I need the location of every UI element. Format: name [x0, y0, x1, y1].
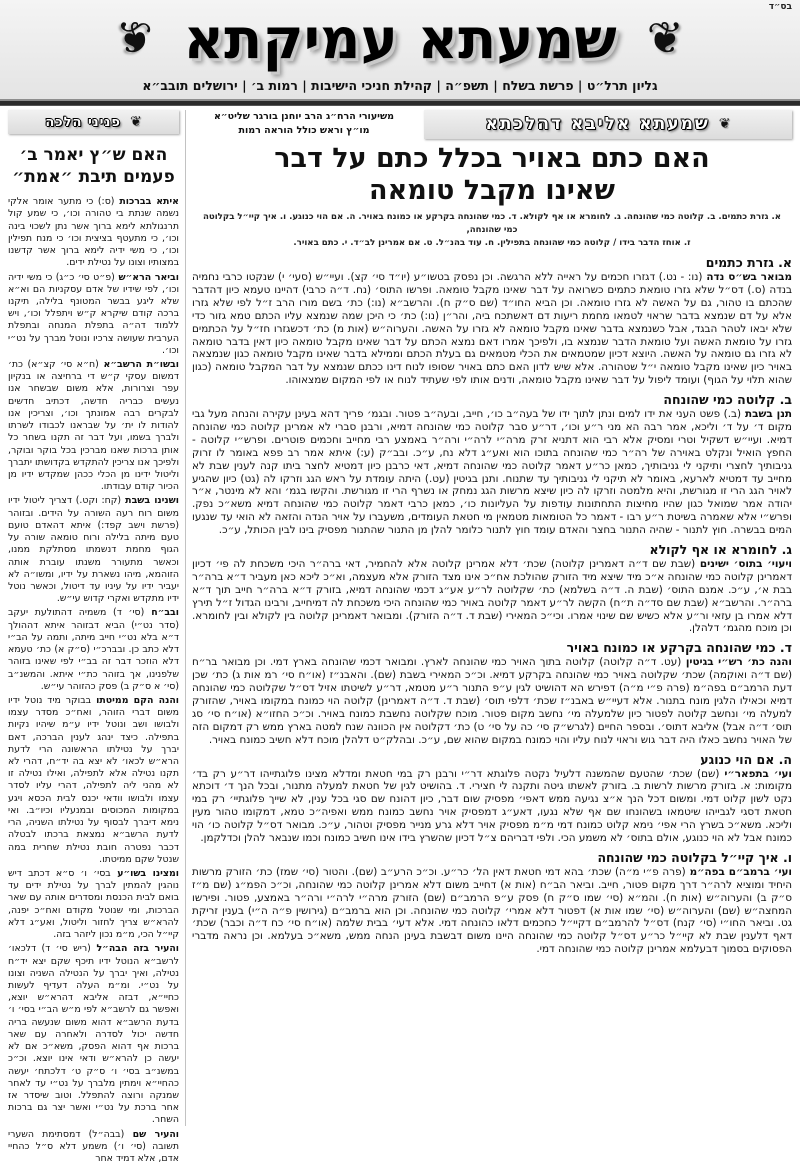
section-paragraph-1: מבואר בש״ס נדה (נו: - נט.) דגזרו חכמים על ראייה ללא הרגשה. וכן נפסק בטשו״ע (יו״ד סי׳ קצ). ועיי״ש (סעי׳ י) שנקטו כרבי נחמיה בנדה (ס.) דס״ל שלא גזרו טומאת כתמים כשרואה על דבר שאינו מקבל טומאה. ופרשו התוס׳ (נח. ד״ה כרבי) דהיינו טעמא כיון דהדבר שהכתם בו טהור, גם על האשה לא גזרו טומאה. וכן הביא החו״ד (שם ס״ק ח). והרשב״א (נו:) כת׳ בשם מורו הרב ז״ל לפי שלא גזרו אלא על דם שנמצא בדבר שראוי לטמאו מחמת ריעות דם דאשתכח ביה, והר״ן (נו:) כת׳ כי היכן שמה שנמצא עליו הכתם טמא גזור כדי שלא יבאו לטהר הבגד, אבל כשנמצא בדבר שאינו מקבל טומאה לא גזרו על האשה. והערוה״ש (אות מ) כת׳ דכשגזרו חז״ל על הכתמים גזרו על טומאת האשה ועל טומאת הדבר שנמצא בו, ולפיכך אמרו דאם נמצא הכתם על דבר שאינו מקבל טומאה כיון דאין בדבר טומאה לא גזרו גם טומאה על האשה. היוצא דכיון שמטמאים את הכלי מטמאים גם בעלת הכתם וממילא בדבר שאינו מקבל טומאה כגון שנמצאה באויר כיון שאינו מקבל טומאה י״ל שטהורה. אלא שיש לדון האם כתם באויר שסופו לנוח דינו ככתם שנמצא על דבר המקבל טומאה (כגון שהוא תלוי על הגוף) ועומד ליפול על דבר שאינו מקבל טומאה, ודנים אותו לפי שעתיד לנוח או לפי המקום שמצאוהו. — [192, 271, 792, 387]
masthead-rule — [0, 99, 800, 106]
side-paragraph-5: ובב״ח (סי׳ ד) משמיה דהתולעת יעקב (סדר נט״י) הביא דבזוהר איתא דההולך ד״א בלא נט״י חייב מיתה, ותמה על הב״י דלא כתב כן. ובברכ״י (ס״ק א) כת׳ טעמא דלא הוזכר דבר זה בב״י לפי שאינו בזוהר שלפנינו, אך בזוהר כת״י איתא. והמשנ״ב (סי׳ א ס״ק ב) פסק כהזוהר עי״ש. — [8, 607, 179, 692]
article-title — [192, 143, 792, 209]
author-credit-line-1: משיעורי הרח״ג הרב יוחנן בורגר שליט״א — [213, 111, 395, 122]
fleur-de-lis-right-icon: ❦ — [646, 13, 684, 64]
side-paragraph-2: וביאר הרא״ש (פ״ט סי׳ כ״ג) כי משי ידיה וכו׳, לפי שידיו של אדם עסקניות הם וא״א שלא ליגע בבשר המטונף בלילה, תיקנו ברכה קודם שיקרא ק״ש ויתפלל וכו׳, ויש ללמוד דה״ה בתפלת המנחה ובתפלת הערבית שעושה צרכיו ונוטל מברך על נט״י וכו׳. — [8, 271, 179, 356]
fleur-icon: ❦ — [129, 114, 142, 130]
section-paragraph-3: ויעוי׳ בתוס׳ ישינים (שבת שם ד״ה דאמרינן קלוטה) שכת׳ דלא אמרינן קלוטה אלא להחמיר, דאי ברה״ר היכי משכחת לה פי׳ דכיון דאמרינן קלוטה כמי שהונחה א״כ מיד שיצא מיד הזורק שהולכת אח״כ אינו מצד הזורק אלא מעצמה, וא״כ ליכא כאן מעביר ד״א ברה״ר בבת א׳, ע״כ. אמנם התוס׳ (שבת ה. ד״ה בשלמא) כת׳ שקלוטה לר״ע אע״ג דכמי שהונחה דמיא, בזורק ד״א ברה״ר חייב תוך ד״א ברה״ר. והרשב״א (שבת שם סד״ה ת״ח) הקשה לר״ע דאמר קלוטה באויר כמי שהונחה היכי משכחת לה דמיחייב, ורבינו הגדול ז״ל תירץ דלא אמרו בן עזאי ור״ע אלא כשיש שם שינוי אמרו. וכי״כ המאירי (שבת ד. ד״ה הזורק). ומבואר דאמרינן קלוטה בין לקולא ובין לחומרא. וכן מוכח מהגמ׳ דלהלן. — [192, 557, 792, 635]
section-heading-6: ו. איך קיי״ל בקלוטה כמי שהונחה — [597, 849, 792, 865]
section-paragraph-5: ועי׳ בתפאר״י (שם) שכת׳ שהטעם שהמשנה דלעיל נקטה פלוגתא דר״י ורבנן רק במי חטאת ומדלא מצינו פלוגתייהו דר״ע רק בד׳ מקומות: א. בזורק מרשות לרשות ב. בזורק לאשתו גיטה ותקנה לי חצירי. ד. בהושיט לגין של חטאת למעלה מתנור, ובכל הנך ד׳ דוכתא נקט לשון קלוט דמי. ומשום דכל הנך א״צ נגיעה ממש דאפי׳ מפסיק שום דבר, כיון דהונח שם סגי בכל ענין, לא שייך פלוגתיי׳ רק במי חטאת דסגי לגבייהו שיטמאו בשהונחו שם אף שלא נגעו, דאע״ג דמפסיק אויר נחשב כמונח ממש ואפיה״כ טמא, דמקומו טהור מעין וליכא. משא״כ בשרץ הרי אפי׳ נימא קלוט כמונח דמי מ״מ מפסיק אויר דלא גרע מנייר מפסיק וטהור, ע״כ. מבואר דס״ל קלוטה כו׳ הוי כמונח אבל לא הוי כנוגע, אולם בתוס׳ לא משמע הכי. ולפי דבריהם צ״ל דכיון שהשרץ בידו אינו חשיב כמונח וכמו שנבאר להלן וכדלקמן. — [192, 767, 792, 844]
side-paragraph-8: והעיר בזה הבה״ל (ריש סי׳ ד) דלכאו׳ לרשב״א הנוטל ידיו תיכף שקם יצא יד״ח נטילה, ואיך יברך על הנטילה השניה וצונו על נט״י. ומ״מ העלה דעדיף לעשות כחיי״א, דבזה אליבא דהרא״ש יוצא, ואפשר גם לרשב״א לפי מ״ש הב״י בסי׳ ו׳ בדעת הרשב״א דהוא משום שנעשה בריה חדשה יכול לסדרה ולאחרה עם שאר ברכות אף דהוא הפסק, משא״כ אם לא יעשה כן להרא״ש ודאי אינו יוצא. וכ״כ במשנ״ב בסי׳ ו׳ ס״ק ט׳ דלכתח׳ יעשה כהחיי״א וימתין מלברך על נט״י עד לאחר שמנקה ורוצה להתפלל. וטוב שיסדר אז אחר ברכת על נט״י ואשר יצר גם ברכות השחר. — [8, 943, 179, 1126]
page-body — [0, 106, 800, 1165]
section-heading-3: ג. לחומרא או אף לקולא — [649, 541, 792, 557]
side-paragraph-7: ומצינו בשו״ע בסי׳ ו׳ ס״א דכתב דיש נוהגין להמתין לברך על נטילת ידים עד בואם לבית הכנסת ומסדרים אותה עם שאר הברכות, ומי שנוטל מקודם ואח״כ יפנה, להרא״ש צריך לחזור וליטול, ואע״ג דלא קיי״ל הכי, מ״מ נכון ליזהר בזה. — [8, 868, 179, 941]
masthead — [0, 0, 800, 99]
toc-line-1: א. גזרת כתמים. ב. קלוטה כמי שהונחה. ג. לחומרא או אף לקולא. ד. כמי שהונחה בקרקע או כמונח באויר. ה. אם הוי כנוגע. ו. איך קיי״ל בקלוטה כמי שהונחה, — [202, 212, 781, 236]
toc-line-2: ז. אוחז הדבר בידו / קלוטה כמי שהונחה בתפילין. ח. עוד בהנ״ל. ט. אם אמרינן לב״ד. י. כתם באויר. — [293, 238, 691, 249]
side-paragraph-1: איתא בברכות (ס:) כי מתער אומר אלקי נשמה שנתת בי טהורה וכו׳, כי שמע קול תרנגולתא לימא ברוך אשר נתן לשכוי בינה וכו׳, כי מתעטף בציצית וכו׳ כי מנח תפילין וכו׳, כי משי ידיה לימא ברוך אשר קדשנו במצותיו וצונו על נטילת ידים. — [8, 196, 180, 269]
masthead-title-row — [10, 2, 790, 76]
fleur-icon: ❦ — [718, 116, 731, 133]
section-paragraph-2: תנן בשבת (ב.) פשט העני את ידו למים ונתן לתוך ידו של בעה״ב כו׳, חייב, ובעה״ב פטור. ובגמ׳ פריך דהא בעינן עקירה והנחה מעל גבי מקום ד׳ על ד׳ וליכא, אמר רבה הא מני ר״ע וכו׳, דר״ע סבר קלוטה כמי שהונחה דמיא, ורבנן סברי לא אמרינן קלוטה כמי שהונחה דמיא. ועיי״ש דשקיל וטרי ומסיק אלא רבי הוא דתניא זרק מרה״י לרה״י ורה״ר באמצע רבי מחייב וחכמים פוטרים. ופרש״י קלוטה - החפץ הואיל ונקלט באוירה של רה״ר כמי שהונחה בתוכו הוא ואע״ג דלא נח, ע״כ. ובב״ק (ע:) איתא אמר רב פפא באומר לו זרוק גניבותיך לחצרי ותיקני לי גניבותיך, כמאן כר״ע דאמר קלוטה כמי שהונחה דמיא, דאי כרבנן כיון דמטיא לחצר ביתו קנה לענין שבת לא מחייב עד דמטיא לארעא, באומר לא תיקני לי גניבותיך עד שתנוח. ותנן בגיטין (עט.) היתה עומדת על ראש הגג וזרקו לה (גט) כיון שהגיע לאויר הגג הרי זו מגורשת, והיא מלמטה וזרקו לה כיון שיצא מרשות הגג נמחק או נשרף הרי זו מגורשת. והקשו בגמ׳ והא לא מינטר, א״ר יהודה אמר שמואל כגון שהיו מחיצות התחתונות עודפות על העליונות כו׳, כמאן כרבי דאמר קלוטה כמי שהונחה דמיא משא״כ נפק. ופרש״י אלא שאמרה בשיטת ר״ע רבו - דאמר כל הטומאות מטמאין מי חטאת העומדים, משעברו על אויר הנדה והזאה לא הואי עד שנגעו המים בבשרה. חוץ לתנור - שהיה התנור בחצר והאדם עומד חוץ לתנור כלומר להלן מן התנור שהתנור מפסיק בינו לבין הכותל, ע״כ. — [192, 408, 792, 537]
side-paragraph-3: ובשו״ת הרשב״א (ח״א סי׳ קצ״א) כת׳ דמשום עסקי ק״ש די ברחיצה או בנקיון עפר וצרורות, אלא משום שבשחר אנו נעשים כבריה חדשה, דכתיב חדשים לבקרים רבה אמונתך וכו׳, וצריכין אנו להודות לו ית׳ על שבראנו לכבודו לשרתו ולברך בשמו, ועל דבר זה תקנו בשחר כל אותן ברכות שאנו מברכין בכל בוקר ובוקר, ולפיכך אנו צריכין להתקדש בקדושתו יתברך וליטול ידינו מן הכלי ככהן שמקדש ידיו מן הכיור קודם עבודתו. — [8, 359, 179, 493]
main-article — [192, 110, 792, 1126]
main-section-header — [424, 110, 792, 139]
side-paragraph-4: ושנינו בשבת (קח: וקט.) דצריך ליטול ידיו משום רוח רעה השורה על הידים. ובזוהר (פרשת וישב קפד:) איתא דהאדם טועם טעם מיתה בלילה ורוח טומאה שורה על הגוף מחמת דנשמתו מסתלקת ממנו, וכאשר מתעורר משנתו עוברת אותה הזוהמא, מיהו נשארת על ידיו, ומשו״ה לא יעביר ידיו על עיניו עד דיטול, וכאשר נוטל ידיו מתקדש ואקרי קדוש עי״ש. — [8, 495, 179, 605]
section-heading-4: ד. כמי שהונחה בקרקע או כמונח באויר — [566, 640, 792, 656]
author-credit — [192, 110, 416, 139]
issue-info-line: גליון תרל״ט | פרשת בשלח | תשפ״ה | קהילת חניכי הישיבות | רמות ב׳ | ירושלים תובב״א — [142, 78, 658, 93]
section-heading-2: ב. קלוטה כמי שהונחה — [663, 392, 792, 408]
article-title-line-2: שאינו מקבל טומאה — [369, 175, 615, 207]
side-section-header-label: פניני הלכה — [45, 114, 121, 130]
side-paragraph-9: והעיר שם (בבה״ל) דמסתימת השערי תשובה (סי׳ ו׳) משמע דלא ס״ל כהחיי אדם, אלא דמיד אחר — [8, 1128, 179, 1165]
column-divider — [185, 110, 186, 1126]
main-article-header-row — [192, 110, 792, 139]
section-heading-1: א. גזרת כתמים — [705, 255, 792, 271]
side-section-header — [8, 110, 179, 134]
side-article-title-line-2: פעמים תיבת ״אמת״ — [12, 167, 175, 188]
article-toc — [202, 211, 782, 250]
section-paragraph-4: והנה כת׳ רש״י בגיטין (עט. ד״ה קלוטה) קלוטה בתוך האויר כמי שהונחה לארץ. ומבואר דכמי שהונחה בארץ דמי. וכן מבואר בר״ח (שם ד״ה ואוקמה) שכת׳ שקלוטה באויר כמי שהונחה בקרקע דמיא. וכ״כ המאירי בשבת (שם). והאבנ״ז (או״ח סי׳ רמ אות ג) כת׳ שכן דעת הרמב״ם בפה״מ (פרה פ״י מ״ה) דפירש הא דהושיט לגין ע״פ התנור ר״ע מטמא, דר״ע לשיטתו אזיל דס״ל שקלוטה כמי שהונחה דמיא וכאילו הלגין מונח בתנור. אלא דעיי״ש באבנ״ז שכת׳ דלפי תוס׳ (שבת ד. ד״ה דאמרינן) קלוטה הוי כמונח במקומו באויר, שהזורק למעלה מי׳ ונחשב קלוטה לפטור כיון שלמעלה מי׳ נחשב מקום פטור. מוכח שקלוטה נחשבת כמונח באויר. וכ״כ החזו״א (או״ח סי׳ סג תוס׳ ד״ה אבל) אליבא דתוס׳. ובספר החיים (לגרש״ק סי׳ כה על סי׳ ט) כת׳ דקלוטה אין הכוונה שנח למטה בארץ ממש רק דמקום הזה של האויר נחשב כאלו היה דבר גוש וראוי לנוח עליו והוי כמונח במקום שהוא שם, ע״כ. ובהלק״ט דלהלן מוכח דלא חשיב כמונח באויר. — [192, 656, 793, 746]
bsd-label: בס״ד — [768, 2, 792, 12]
author-credit-line-2: מו״ץ וראש כולל הוראה רמות — [238, 125, 370, 137]
side-article-title — [8, 144, 179, 188]
fleur-de-lis-left-icon: ❦ — [116, 13, 154, 64]
article-title-line-1: האם כתם באויר בכלל כתם על דבר — [274, 142, 710, 174]
side-article — [8, 110, 180, 1165]
side-paragraph-6: והנה הקם ממיטתו בבוקר מיד נוטל ידיו משום דברי הזוהר, ואח״כ מסדר עצמו ולבושו ושב ונוטל ידיו ע״מ שיהיו נקיות בתפילה. כיצד ינהג לענין הברכה, דאם יברך על נטילתו הראשונה הרי לדעת הרא״ש לכאו׳ לא יצא בה יד״ח, דהרי לא תקנו נטילה אלא לתפילה, ואילו נטילה זו לא מהני ליה לתפילה, דהרי עליו לסדר עצמו ולבושו וודאי יכנס לבית הכסא ויגע במקומות המכוסים ובמנעליו וכיו״ב. ואי נימא דיברך לבסוף על נטילתו השניה, הרי לדעת הרשב״א נמצאת ברכתו לבטלה דכבר נפטרה חובת נטילת שחרית במה שנטל שקם ממיטתו. — [8, 694, 179, 865]
newsletter-title: שמעתא עמיקתא — [183, 6, 617, 72]
main-section-header-label: שמעתא אליבא דהלכתא — [485, 114, 710, 135]
section-paragraph-6: ועי׳ ברמב״ם בפה״מ (פרה פ״י מ״ה) שכת׳ בהא דמי חטאת דאין הל׳ כר״ע. וכ״כ הרע״ב (שם). והטור (סי׳ שמז) כת׳ הזורק מרשות היחיד ומוציא לרה״ר דרך מקום פטור, חייב. וביאר הב״ח (אות א) דחייב משום דלא אמרינן קלוטה כמי שהונחה, וכ״כ הפמ״ג (שם מ״ז ס״ק ב) והערוה״ש (אות ח). והמ״א (סי׳ שמו ס״ק ח) פסק ע״פ הרמב״ם (שם) הזורק מרה״י לרה״י ורה״ר באמצע, פטור. ופירשו המחצה״ש (שם) והערוה״ש (סי׳ שמו אות א) דפטור דלא אמרי׳ קלוטה כמי שהונחה. וכן הוא ברמב״ם (גירושין פ״ה ה״י) בענין זריקת גט. וביאר החו״י (סי׳ קנח) דס״ל להרמב״ם דקיי״ל כחכמים דלאו כהונחה דמי. אלא דעי׳ בבית שלמה (או״ח סי׳ כח ד״ה וכבר) שכת׳ דאף דלענין שבת לא קיי״ל כר״ע דס״ל קלוטה כמי שהונחה היינו משום דבשבת בעינן הנחה ממש, משא״כ בעלמא. וכן נראה מדברי הפסוקים בסמוך דבעלמא אמרינן קלוטה כמי שהונחה דמי. — [192, 865, 792, 956]
section-heading-5: ה. אם הוי כנוגע — [700, 751, 792, 767]
side-article-title-line-1: האם ש״ץ יאמר ב׳ — [19, 145, 168, 165]
